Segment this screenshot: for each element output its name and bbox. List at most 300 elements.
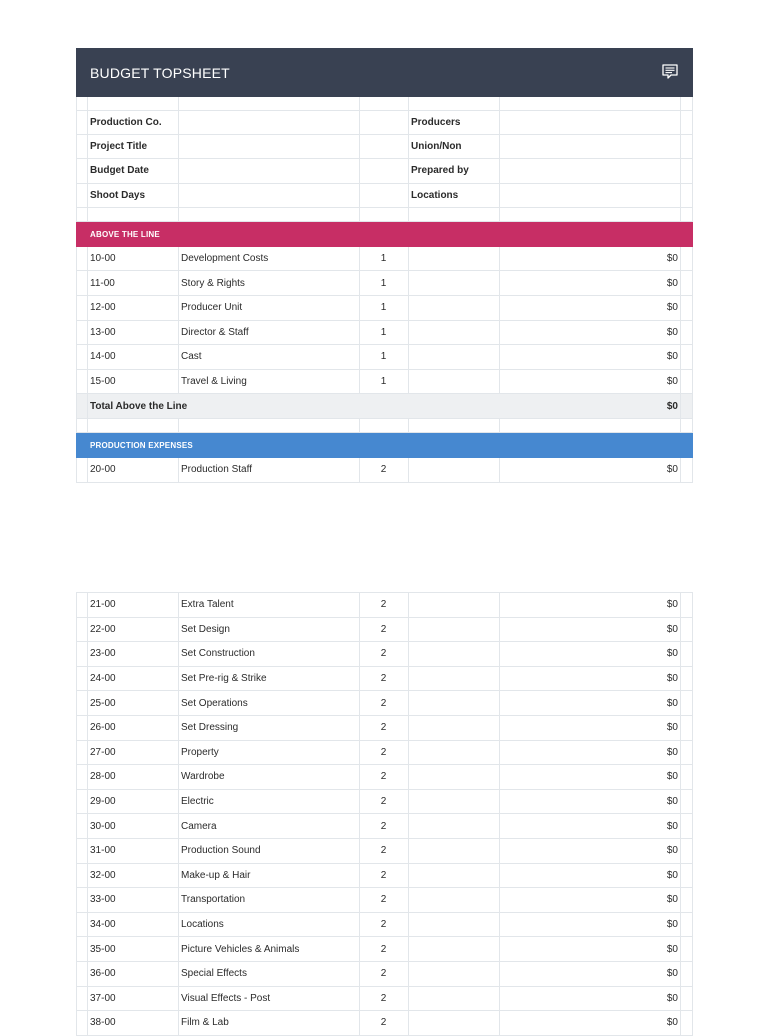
account-code: 14-00	[90, 351, 116, 363]
budget-line-row[interactable]	[76, 987, 693, 1012]
grid-line	[76, 593, 77, 617]
grid-line	[692, 765, 693, 789]
account-number: 1	[380, 302, 387, 314]
account-number: 2	[380, 894, 387, 906]
grid-line	[408, 864, 409, 888]
grid-line	[499, 593, 500, 617]
account-number: 2	[380, 820, 387, 832]
grid-line	[76, 987, 77, 1011]
grid-line	[87, 864, 88, 888]
budget-line-row[interactable]	[76, 913, 693, 938]
account-number: 2	[380, 623, 387, 635]
grid-line	[178, 135, 179, 158]
account-amount: $0	[666, 302, 678, 314]
account-number: 2	[380, 869, 387, 881]
account-name: Production Staff	[181, 464, 252, 476]
grid-line	[680, 296, 681, 320]
grid-line	[408, 814, 409, 838]
budget-line-row[interactable]	[76, 370, 693, 395]
grid-line	[359, 97, 360, 110]
account-amount: $0	[666, 919, 678, 931]
grid-line	[178, 97, 179, 110]
account-name: Director & Staff	[181, 326, 249, 338]
grid-line	[178, 345, 179, 369]
account-number: 2	[380, 968, 387, 980]
info-row[interactable]	[76, 135, 693, 159]
account-amount: $0	[666, 796, 678, 808]
budget-line-row[interactable]	[76, 888, 693, 913]
grid-line	[178, 159, 179, 182]
budget-line-row[interactable]	[76, 691, 693, 716]
grid-line	[178, 716, 179, 740]
account-code: 22-00	[90, 623, 116, 635]
grid-line	[87, 888, 88, 912]
account-name: Make-up & Hair	[181, 869, 251, 881]
account-name: Producer Unit	[181, 302, 243, 314]
account-code: 24-00	[90, 673, 116, 685]
grid-line	[408, 247, 409, 271]
account-code: 21-00	[90, 599, 116, 611]
budget-line-row[interactable]	[76, 1011, 693, 1036]
spacer-row	[76, 97, 693, 111]
grid-line	[680, 814, 681, 838]
grid-line	[76, 321, 77, 345]
account-code: 13-00	[90, 326, 116, 338]
grid-line	[408, 419, 409, 432]
grid-line	[408, 667, 409, 691]
grid-line	[499, 741, 500, 765]
info-label-right: Prepared by	[411, 165, 469, 177]
budget-line-row[interactable]	[76, 839, 693, 864]
budget-line-row[interactable]	[76, 864, 693, 889]
grid-line	[87, 790, 88, 814]
account-number: 1	[380, 376, 387, 388]
grid-line	[87, 111, 88, 134]
grid-line	[359, 208, 360, 221]
grid-line	[76, 419, 77, 432]
grid-line	[680, 667, 681, 691]
account-amount: $0	[666, 1017, 678, 1029]
grid-line	[680, 247, 681, 271]
account-amount: $0	[666, 869, 678, 881]
grid-line	[87, 184, 88, 207]
account-code: 30-00	[90, 820, 116, 832]
info-label-left: Budget Date	[90, 165, 149, 177]
grid-line	[178, 321, 179, 345]
grid-line	[408, 159, 409, 182]
grid-line	[87, 962, 88, 986]
grid-line	[87, 593, 88, 617]
grid-line	[178, 962, 179, 986]
account-code: 27-00	[90, 746, 116, 758]
grid-line	[76, 888, 77, 912]
budget-line-row[interactable]	[76, 458, 693, 483]
grid-line	[499, 667, 500, 691]
grid-line	[87, 987, 88, 1011]
grid-line	[692, 888, 693, 912]
grid-line	[680, 987, 681, 1011]
budget-line-row[interactable]	[76, 247, 693, 272]
grid-line	[499, 271, 500, 295]
grid-line	[76, 1011, 77, 1035]
grid-line	[680, 159, 681, 182]
account-number: 2	[380, 845, 387, 857]
total-label: Total Above the Line	[90, 400, 188, 412]
grid-line	[408, 370, 409, 394]
grid-line	[499, 184, 500, 207]
grid-line	[408, 937, 409, 961]
account-code: 36-00	[90, 968, 116, 980]
grid-line	[680, 888, 681, 912]
grid-line	[87, 247, 88, 271]
grid-line	[408, 135, 409, 158]
grid-line	[76, 790, 77, 814]
grid-line	[680, 111, 681, 134]
account-name: Extra Talent	[181, 599, 234, 611]
account-number: 1	[380, 253, 387, 265]
account-amount: $0	[666, 351, 678, 363]
grid-line	[178, 987, 179, 1011]
grid-line	[499, 135, 500, 158]
grid-line	[680, 135, 681, 158]
grid-line	[87, 135, 88, 158]
account-amount: $0	[666, 623, 678, 635]
budget-line-row[interactable]	[76, 962, 693, 987]
account-name: Transportation	[181, 894, 246, 906]
grid-line	[87, 913, 88, 937]
grid-line	[87, 1011, 88, 1035]
account-number: 2	[380, 992, 387, 1004]
grid-line	[87, 765, 88, 789]
budget-line-row[interactable]	[76, 321, 693, 346]
account-number: 2	[380, 943, 387, 955]
grid-line	[680, 913, 681, 937]
grid-line	[76, 296, 77, 320]
info-label-right: Locations	[411, 189, 459, 201]
grid-line	[87, 159, 88, 182]
grid-line	[680, 184, 681, 207]
grid-line	[178, 667, 179, 691]
account-name: Property	[181, 746, 219, 758]
grid-line	[692, 208, 693, 221]
info-row[interactable]	[76, 184, 693, 208]
grid-line	[680, 937, 681, 961]
grid-line	[680, 593, 681, 617]
grid-line	[87, 814, 88, 838]
grid-line	[680, 839, 681, 863]
grid-line	[692, 111, 693, 134]
grid-line	[499, 247, 500, 271]
account-name: Electric	[181, 796, 214, 808]
title-bar	[76, 48, 693, 97]
grid-line	[499, 111, 500, 134]
account-number: 2	[380, 771, 387, 783]
grid-line	[680, 271, 681, 295]
account-number: 2	[380, 796, 387, 808]
account-number: 2	[380, 746, 387, 758]
grid-line	[680, 962, 681, 986]
account-amount: $0	[666, 722, 678, 734]
grid-line	[499, 1011, 500, 1035]
account-amount: $0	[666, 376, 678, 388]
grid-line	[408, 593, 409, 617]
account-number: 2	[380, 599, 387, 611]
account-amount: $0	[666, 648, 678, 660]
grid-line	[692, 296, 693, 320]
account-code: 33-00	[90, 894, 116, 906]
account-code: 10-00	[90, 253, 116, 265]
grid-line	[408, 741, 409, 765]
grid-line	[408, 691, 409, 715]
grid-line	[692, 814, 693, 838]
grid-line	[87, 741, 88, 765]
account-number: 2	[380, 648, 387, 660]
grid-line	[499, 97, 500, 110]
account-amount: $0	[666, 464, 678, 476]
account-code: 37-00	[90, 992, 116, 1004]
account-name: Story & Rights	[181, 277, 245, 289]
comment-icon[interactable]	[660, 62, 680, 82]
grid-line	[76, 913, 77, 937]
grid-line	[692, 247, 693, 271]
grid-line	[359, 111, 360, 134]
account-name: Development Costs	[181, 253, 269, 265]
grid-line	[87, 618, 88, 642]
account-number: 1	[380, 326, 387, 338]
budget-topsheet-page-2	[76, 592, 693, 1036]
grid-line	[408, 111, 409, 134]
account-amount: $0	[666, 673, 678, 685]
budget-line-row[interactable]	[76, 937, 693, 962]
grid-line	[87, 321, 88, 345]
grid-line	[408, 987, 409, 1011]
grid-line	[692, 716, 693, 740]
grid-line	[76, 642, 77, 666]
grid-line	[499, 888, 500, 912]
grid-line	[680, 765, 681, 789]
account-name: Camera	[181, 820, 217, 832]
grid-line	[178, 888, 179, 912]
grid-line	[178, 1011, 179, 1035]
account-number: 2	[380, 919, 387, 931]
budget-line-row[interactable]	[76, 790, 693, 815]
grid-line	[692, 345, 693, 369]
account-code: 32-00	[90, 869, 116, 881]
grid-line	[359, 184, 360, 207]
grid-line	[76, 208, 77, 221]
grid-line	[178, 937, 179, 961]
account-name: Set Pre-rig & Strike	[181, 673, 267, 685]
account-amount: $0	[666, 771, 678, 783]
grid-line	[178, 814, 179, 838]
grid-line	[499, 790, 500, 814]
grid-line	[692, 593, 693, 617]
grid-line	[499, 987, 500, 1011]
grid-line	[178, 458, 179, 482]
account-name: Set Construction	[181, 648, 255, 660]
grid-line	[499, 370, 500, 394]
grid-line	[76, 111, 77, 134]
grid-line	[178, 184, 179, 207]
grid-line	[87, 716, 88, 740]
budget-line-row[interactable]	[76, 741, 693, 766]
grid-line	[692, 937, 693, 961]
account-code: 26-00	[90, 722, 116, 734]
grid-line	[680, 419, 681, 432]
grid-line	[178, 419, 179, 432]
grid-line	[692, 741, 693, 765]
account-number: 2	[380, 464, 387, 476]
grid-line	[76, 839, 77, 863]
grid-line	[178, 208, 179, 221]
grid-line	[680, 1011, 681, 1035]
grid-line	[76, 458, 77, 482]
grid-line	[680, 790, 681, 814]
account-amount: $0	[666, 894, 678, 906]
account-code: 31-00	[90, 845, 116, 857]
above-the-line-header	[76, 222, 693, 247]
grid-line	[408, 913, 409, 937]
grid-line	[178, 913, 179, 937]
account-code: 15-00	[90, 376, 116, 388]
grid-line	[692, 1011, 693, 1035]
budget-line-row[interactable]	[76, 667, 693, 692]
grid-line	[87, 208, 88, 221]
grid-line	[499, 208, 500, 221]
grid-line	[499, 691, 500, 715]
grid-line	[87, 370, 88, 394]
grid-line	[87, 667, 88, 691]
grid-line	[408, 716, 409, 740]
grid-line	[359, 135, 360, 158]
grid-line	[87, 642, 88, 666]
grid-line	[87, 937, 88, 961]
account-amount: $0	[666, 820, 678, 832]
production-expenses-header-label: PRODUCTION EXPENSES	[90, 440, 193, 450]
total-amount: $0	[666, 400, 678, 412]
grid-line	[692, 135, 693, 158]
grid-line	[178, 839, 179, 863]
account-name: Set Dressing	[181, 722, 239, 734]
account-name: Visual Effects - Post	[181, 992, 271, 1004]
grid-line	[692, 618, 693, 642]
grid-line	[178, 111, 179, 134]
grid-line	[692, 458, 693, 482]
budget-line-row[interactable]	[76, 593, 693, 618]
grid-line	[408, 962, 409, 986]
grid-line	[76, 247, 77, 271]
grid-line	[178, 790, 179, 814]
grid-line	[359, 419, 360, 432]
grid-line	[692, 394, 693, 418]
grid-line	[76, 618, 77, 642]
grid-line	[680, 345, 681, 369]
production-expenses-header	[76, 433, 693, 458]
grid-line	[408, 296, 409, 320]
grid-line	[178, 765, 179, 789]
grid-line	[680, 321, 681, 345]
grid-line	[680, 691, 681, 715]
budget-line-row[interactable]	[76, 296, 693, 321]
grid-line	[408, 184, 409, 207]
grid-line	[499, 419, 500, 432]
grid-line	[692, 271, 693, 295]
budget-line-row[interactable]	[76, 271, 693, 296]
sheet-title: BUDGET TOPSHEET	[90, 65, 230, 81]
info-row[interactable]	[76, 111, 693, 135]
grid-line	[680, 208, 681, 221]
budget-line-row[interactable]	[76, 345, 693, 370]
grid-line	[76, 716, 77, 740]
grid-line	[178, 370, 179, 394]
budget-line-row[interactable]	[76, 618, 693, 643]
grid-line	[359, 159, 360, 182]
grid-line	[499, 937, 500, 961]
account-code: 23-00	[90, 648, 116, 660]
budget-line-row[interactable]	[76, 716, 693, 741]
grid-line	[499, 962, 500, 986]
grid-line	[408, 458, 409, 482]
grid-line	[178, 247, 179, 271]
account-name: Travel & Living	[181, 376, 247, 388]
info-row[interactable]	[76, 159, 693, 183]
grid-line	[692, 691, 693, 715]
grid-line	[499, 913, 500, 937]
grid-line	[76, 864, 77, 888]
grid-line	[680, 618, 681, 642]
grid-line	[178, 864, 179, 888]
grid-line	[76, 962, 77, 986]
budget-line-row[interactable]	[76, 765, 693, 790]
budget-line-row[interactable]	[76, 642, 693, 667]
account-code: 12-00	[90, 302, 116, 314]
grid-line	[680, 370, 681, 394]
grid-line	[87, 839, 88, 863]
account-code: 20-00	[90, 464, 116, 476]
grid-line	[692, 987, 693, 1011]
grid-line	[408, 888, 409, 912]
account-amount: $0	[666, 599, 678, 611]
account-name: Picture Vehicles & Animals	[181, 943, 300, 955]
account-name: Set Design	[181, 623, 230, 635]
grid-line	[408, 765, 409, 789]
account-code: 29-00	[90, 796, 116, 808]
grid-line	[408, 1011, 409, 1035]
account-number: 1	[380, 277, 387, 289]
grid-line	[680, 97, 681, 110]
grid-line	[692, 419, 693, 432]
budget-line-row[interactable]	[76, 814, 693, 839]
account-amount: $0	[666, 253, 678, 265]
grid-line	[76, 345, 77, 369]
account-number: 2	[380, 722, 387, 734]
grid-line	[408, 208, 409, 221]
account-number: 1	[380, 351, 387, 363]
grid-line	[680, 394, 681, 418]
grid-line	[499, 618, 500, 642]
account-amount: $0	[666, 845, 678, 857]
grid-line	[178, 271, 179, 295]
info-label-right: Producers	[411, 117, 461, 129]
grid-line	[178, 618, 179, 642]
grid-line	[178, 741, 179, 765]
grid-line	[76, 271, 77, 295]
grid-line	[408, 618, 409, 642]
grid-line	[178, 691, 179, 715]
grid-line	[692, 667, 693, 691]
account-code: 35-00	[90, 943, 116, 955]
grid-line	[680, 864, 681, 888]
